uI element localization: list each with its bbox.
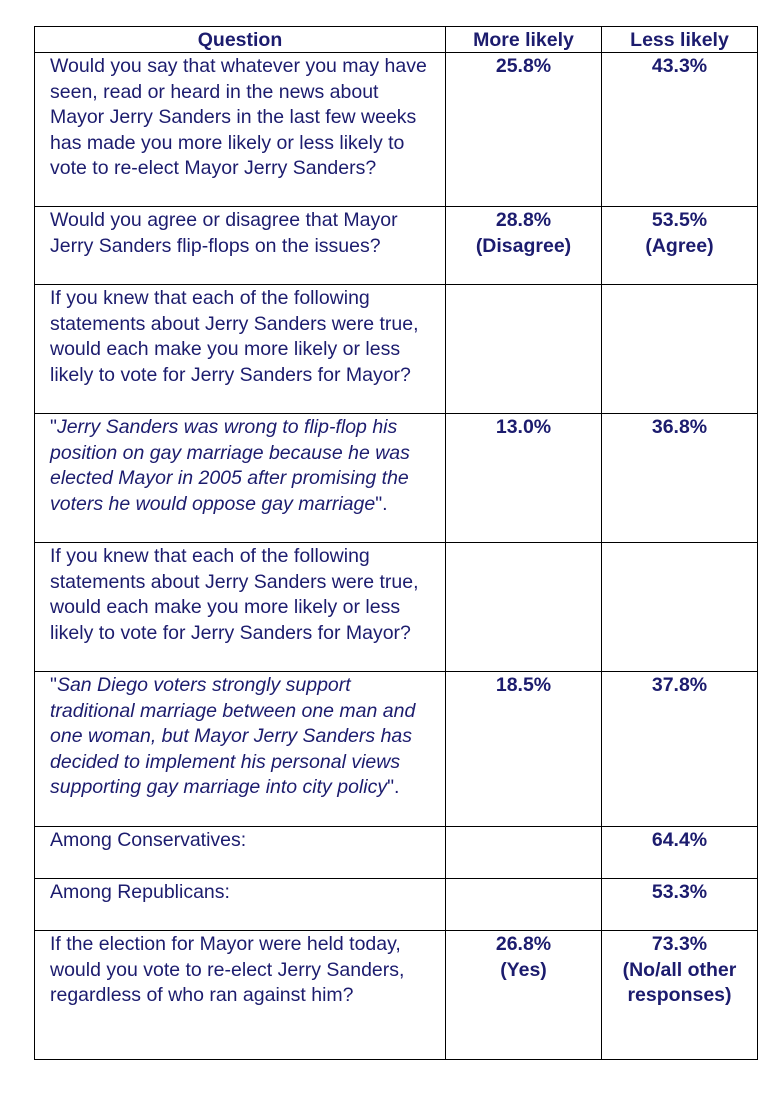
- header-less-likely: Less likely: [602, 27, 758, 53]
- more-likely-cell: [446, 543, 602, 672]
- more-likely-value: 28.8%: [495, 209, 552, 231]
- less-likely-value: 73.3%: [651, 933, 708, 955]
- less-likely-value: 53.5%: [651, 209, 708, 231]
- question-cell: Would you agree or disagree that Mayor Jerry Sanders flip-flops on the issues?: [35, 207, 446, 285]
- less-likely-value: 64.4%: [651, 829, 708, 851]
- table-row: [35, 827, 758, 879]
- question-cell: Would you say that whatever you may have seen, read or heard in the news about Mayor Jerry Sanders in the last few weeks has made you more likely or less likely to vote to re-elect Mayor Jerry Sanders?: [35, 53, 446, 207]
- table-row: [35, 53, 758, 207]
- quote-open-mark: ": [50, 416, 57, 438]
- question-cell: If the election for Mayor were held today, would you vote to re-elect Jerry Sanders, regardless of who ran against him?: [35, 931, 446, 1060]
- table-row: [35, 285, 758, 414]
- more-likely-cell: [446, 827, 602, 879]
- less-likely-cell: [602, 931, 758, 1060]
- poll-results-table: [34, 26, 758, 1060]
- less-likely-cell: [602, 543, 758, 672]
- quote-open-mark: ": [50, 674, 57, 696]
- header-question: Question: [35, 27, 446, 53]
- quote-close-mark: ".: [375, 492, 388, 515]
- more-likely-cell: [446, 207, 602, 285]
- more-likely-cell: [446, 53, 602, 207]
- more-likely-value: 25.8%: [495, 55, 552, 77]
- table-row: [35, 931, 758, 1060]
- table-row: [35, 672, 758, 827]
- less-likely-cell: [602, 672, 758, 827]
- less-likely-value: 43.3%: [651, 55, 708, 77]
- less-likely-note: (No/all other responses): [622, 958, 737, 1006]
- less-likely-cell: [602, 414, 758, 543]
- question-cell: If you knew that each of the following statements about Jerry Sanders were true, would each make you more likely or less likely to vote for Jerry Sanders for Mayor?: [35, 285, 446, 414]
- less-likely-value: 36.8%: [651, 416, 708, 438]
- more-likely-note: (Yes): [500, 958, 547, 981]
- less-likely-note: (Agree): [645, 234, 714, 257]
- table-row: [35, 207, 758, 285]
- table-header-row: [35, 27, 758, 53]
- less-likely-cell: [602, 285, 758, 414]
- quote-cell: [35, 672, 446, 827]
- more-likely-cell: [446, 672, 602, 827]
- less-likely-cell: [602, 879, 758, 931]
- quoted-statement: Jerry Sanders was wrong to flip-flop his position on gay marriage because he was elected Mayor in 2005 after promising the voters he would oppose gay marriage: [50, 416, 410, 515]
- more-likely-cell: [446, 879, 602, 931]
- table-row: [35, 543, 758, 672]
- more-likely-value: 13.0%: [495, 416, 552, 438]
- less-likely-cell: [602, 827, 758, 879]
- more-likely-cell: [446, 414, 602, 543]
- more-likely-cell: [446, 285, 602, 414]
- table-row: [35, 414, 758, 543]
- question-cell: Among Republicans:: [35, 879, 446, 931]
- less-likely-value: 53.3%: [651, 881, 708, 903]
- header-more-likely: More likely: [446, 27, 602, 53]
- more-likely-value: 26.8%: [495, 933, 552, 955]
- less-likely-value: 37.8%: [651, 674, 708, 696]
- more-likely-cell: [446, 931, 602, 1060]
- less-likely-cell: [602, 53, 758, 207]
- more-likely-value: 18.5%: [495, 674, 552, 696]
- question-cell: If you knew that each of the following statements about Jerry Sanders were true, would each make you more likely or less likely to vote for Jerry Sanders for Mayor?: [35, 543, 446, 672]
- question-cell: Among Conservatives:: [35, 827, 446, 879]
- quote-close-mark: ".: [387, 776, 400, 798]
- more-likely-note: (Disagree): [475, 234, 572, 257]
- quote-cell: [35, 414, 446, 543]
- quoted-statement: San Diego voters strongly support traditional marriage between one man and one woman, but Mayor Jerry Sanders has decided to implement his personal views supporting gay marriage into city policy: [50, 674, 416, 798]
- less-likely-cell: [602, 207, 758, 285]
- table-row: [35, 879, 758, 931]
